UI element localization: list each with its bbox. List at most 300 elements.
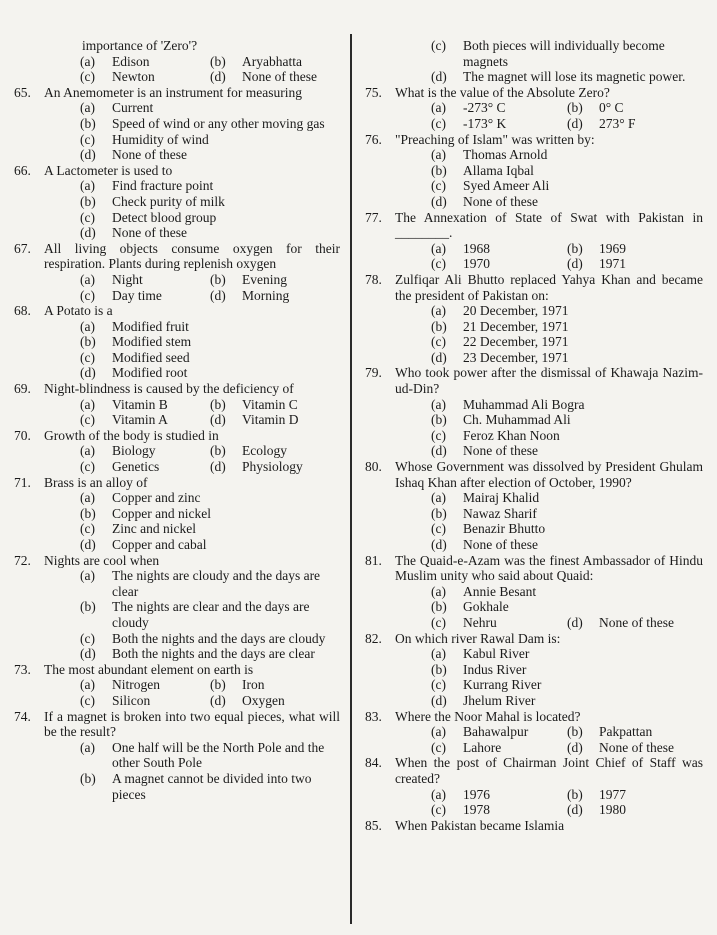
answer-option — [431, 412, 703, 428]
answer-option — [567, 740, 703, 756]
answer-option — [210, 288, 340, 304]
option-label: (d) — [210, 692, 226, 708]
question-item — [365, 85, 703, 132]
answer-option — [567, 615, 703, 631]
option-label: (c) — [80, 630, 95, 646]
option-text: Kabul River — [463, 646, 530, 662]
question-stem — [14, 709, 340, 740]
option-label: (a) — [80, 490, 95, 506]
question-number: 77. — [365, 209, 382, 225]
option-label: (c) — [431, 802, 446, 818]
option-label: (c) — [80, 209, 95, 225]
answer-options — [80, 677, 340, 708]
option-label: (a) — [431, 303, 446, 319]
answer-option — [431, 116, 567, 132]
answer-option — [431, 537, 703, 553]
option-row — [431, 521, 703, 537]
option-label: (c) — [80, 287, 95, 303]
option-row — [80, 599, 340, 630]
answer-option — [567, 100, 703, 116]
option-label: (c) — [431, 427, 446, 443]
option-text: Night — [112, 271, 143, 287]
option-label: (b) — [210, 443, 226, 459]
question-number: 68. — [14, 303, 31, 319]
option-text: Ecology — [242, 443, 287, 459]
option-row — [431, 303, 703, 319]
option-text: Nawaz Sharif — [463, 505, 537, 521]
answer-option — [431, 428, 703, 444]
option-row — [431, 147, 703, 163]
option-label: (b) — [567, 100, 583, 116]
option-label: (d) — [431, 193, 447, 209]
option-label: (b) — [80, 193, 96, 209]
option-label: (b) — [80, 334, 96, 350]
answer-option — [80, 631, 340, 647]
option-label: (a) — [80, 568, 95, 584]
option-text: Aryabhatta — [242, 53, 302, 69]
answer-option — [80, 677, 210, 693]
option-row — [431, 241, 703, 257]
option-text: -273° C — [463, 100, 506, 116]
option-label: (d) — [567, 739, 583, 755]
option-text: 22 December, 1971 — [463, 334, 569, 350]
answer-options — [431, 724, 703, 755]
option-row — [431, 787, 703, 803]
option-row — [80, 319, 340, 335]
option-text: Check purity of milk — [112, 193, 225, 209]
question-item — [365, 553, 703, 631]
question-stem — [14, 662, 340, 678]
option-row — [80, 100, 340, 116]
option-row — [80, 116, 340, 132]
question-stem — [365, 459, 703, 490]
answer-option — [431, 178, 703, 194]
question-text: Brass is an alloy of — [44, 474, 148, 490]
answer-option — [431, 241, 567, 257]
option-text: Newton — [112, 69, 155, 85]
option-row — [431, 802, 703, 818]
answer-option — [80, 599, 340, 630]
option-row — [431, 397, 703, 413]
option-row — [80, 210, 340, 226]
answer-option — [80, 288, 210, 304]
option-label: (a) — [431, 240, 446, 256]
option-row — [80, 443, 340, 459]
option-row — [80, 677, 340, 693]
answer-option — [80, 147, 340, 163]
option-label: (d) — [431, 537, 447, 552]
option-label: (c) — [80, 349, 95, 365]
answer-option — [431, 646, 703, 662]
answer-option — [80, 272, 210, 288]
answer-option — [431, 506, 703, 522]
option-label: (c) — [80, 69, 95, 85]
option-text: Vitamin D — [242, 412, 299, 428]
option-label: (c) — [431, 334, 446, 350]
question-item — [14, 303, 340, 381]
option-label: (b) — [567, 724, 583, 740]
option-row — [431, 100, 703, 116]
option-label: (c) — [80, 521, 95, 537]
option-text: Allama Iqbal — [463, 162, 534, 178]
answer-option — [80, 225, 340, 241]
question-number: 79. — [365, 365, 382, 381]
answer-options — [80, 178, 340, 240]
question-number: 70. — [14, 427, 31, 443]
question-item — [365, 365, 703, 459]
question-stem — [365, 709, 703, 725]
option-text: Pakpattan — [599, 724, 653, 740]
question-stem — [365, 210, 703, 241]
option-row — [431, 163, 703, 179]
option-label: (b) — [567, 786, 583, 802]
option-text: Vitamin B — [112, 396, 168, 412]
answer-option — [80, 54, 210, 70]
option-label: (b) — [431, 661, 447, 677]
option-label: (b) — [210, 396, 226, 412]
option-text: Edison — [112, 53, 150, 69]
option-label: (b) — [80, 115, 96, 131]
question-text: Zulfiqar Ali Bhutto replaced Yahya Khan and became the president of Pakistan on: — [395, 271, 703, 303]
option-text: Syed Ameer Ali — [463, 178, 550, 194]
question-item — [365, 459, 703, 553]
option-text: Bahawalpur — [463, 724, 529, 740]
option-text: Evening — [242, 271, 287, 287]
question-stem — [14, 163, 340, 179]
column-divider — [350, 34, 352, 924]
option-label: (c) — [431, 256, 446, 272]
answer-option — [431, 802, 567, 818]
answer-option — [431, 163, 703, 179]
option-row — [80, 506, 340, 522]
option-text: Genetics — [112, 459, 160, 475]
answer-options — [431, 490, 703, 552]
answer-option — [431, 38, 703, 69]
option-text: 273° F — [599, 115, 636, 131]
option-row — [80, 771, 340, 802]
option-row — [431, 599, 703, 615]
answer-option — [80, 568, 340, 599]
question-item — [14, 709, 340, 803]
option-text: The nights are clear and the days are cloudy — [112, 599, 310, 630]
answer-option — [80, 771, 340, 802]
option-label: (b) — [80, 770, 96, 786]
question-text: The most abundant element on earth is — [44, 661, 254, 677]
question-text: Nights are cool when — [44, 552, 160, 568]
option-text: 20 December, 1971 — [463, 303, 569, 319]
question-text: When Pakistan became Islamia — [395, 817, 565, 833]
question-item — [14, 163, 340, 241]
option-row — [80, 646, 340, 662]
option-text: Modified root — [112, 365, 188, 381]
option-text: Silicon — [112, 692, 151, 708]
option-label: (c) — [431, 38, 446, 53]
question-number: 74. — [14, 708, 31, 724]
option-text: Modified stem — [112, 334, 192, 350]
option-label: (c) — [431, 178, 446, 194]
answer-option — [567, 802, 703, 818]
answer-option — [80, 521, 340, 537]
option-text: Feroz Khan Noon — [463, 427, 560, 443]
answer-option — [80, 365, 340, 381]
answer-option — [80, 116, 340, 132]
answer-option — [431, 147, 703, 163]
answer-options — [80, 54, 340, 85]
answer-option — [431, 319, 703, 335]
option-text: Zinc and nickel — [112, 521, 196, 537]
question-text: A Lactometer is used to — [44, 162, 173, 178]
question-item — [14, 475, 340, 553]
option-label: (c) — [80, 459, 95, 475]
question-stem — [14, 303, 340, 319]
option-text: None of these — [463, 193, 538, 209]
option-row — [431, 693, 703, 709]
answer-options — [431, 646, 703, 708]
question-number — [14, 38, 44, 54]
option-text: 23 December, 1971 — [463, 349, 569, 365]
answer-option — [80, 459, 210, 475]
question-item — [14, 85, 340, 163]
option-row — [431, 319, 703, 335]
question-stem — [365, 272, 703, 303]
option-label: (d) — [431, 69, 447, 85]
question-number: 75. — [365, 84, 382, 100]
option-text: Find fracture point — [112, 178, 214, 194]
option-text: Iron — [242, 677, 265, 693]
answer-option — [80, 412, 210, 428]
answer-options — [80, 397, 340, 428]
question-stem — [365, 818, 703, 834]
option-label: (b) — [431, 599, 447, 615]
option-text: Biology — [112, 443, 156, 459]
answer-options — [431, 303, 703, 365]
option-text: None of these — [599, 739, 674, 755]
answer-option — [431, 397, 703, 413]
option-text: Benazir Bhutto — [463, 521, 546, 537]
answer-option — [431, 100, 567, 116]
option-text: 1971 — [599, 256, 626, 272]
option-label: (a) — [80, 739, 95, 755]
question-item — [365, 132, 703, 210]
option-label: (d) — [210, 459, 226, 475]
option-label: (b) — [431, 318, 447, 334]
option-label: (c) — [431, 521, 446, 537]
answer-option — [210, 397, 340, 413]
question-text: Who took power after the dismissal of Khawaja Nazim-ud-Din? — [395, 365, 703, 397]
option-text: None of these — [112, 147, 187, 163]
left-question-column — [14, 38, 340, 802]
question-item — [365, 210, 703, 272]
answer-option — [431, 677, 703, 693]
answer-option — [80, 210, 340, 226]
question-stem — [365, 85, 703, 101]
option-label: (d) — [431, 443, 447, 459]
answer-options — [431, 147, 703, 209]
question-text: "Preaching of Islam" was written by: — [395, 131, 595, 147]
option-text: Vitamin A — [112, 412, 168, 428]
option-row — [80, 631, 340, 647]
answer-option — [431, 599, 703, 615]
option-text: Vitamin C — [242, 396, 298, 412]
answer-option — [210, 272, 340, 288]
question-text: An Anemometer is an instrument for measuring — [44, 84, 302, 100]
option-text: Modified seed — [112, 349, 190, 365]
option-label: (a) — [80, 178, 95, 194]
answer-option — [431, 334, 703, 350]
option-row — [80, 490, 340, 506]
option-text: Modified fruit — [112, 318, 189, 334]
question-number: 81. — [365, 552, 382, 568]
option-text: Copper and cabal — [112, 537, 207, 552]
question-number: 83. — [365, 708, 382, 724]
option-label: (b) — [431, 505, 447, 521]
option-label: (b) — [567, 240, 583, 256]
answer-option — [431, 584, 703, 600]
answer-option — [431, 350, 703, 366]
question-number: 82. — [365, 630, 382, 646]
option-label: (c) — [431, 614, 446, 630]
answer-option — [431, 256, 567, 272]
option-row — [80, 69, 340, 85]
question-number: 65. — [14, 84, 31, 100]
option-text: Lahore — [463, 739, 502, 755]
answer-option — [431, 443, 703, 459]
option-row — [80, 194, 340, 210]
option-row — [431, 412, 703, 428]
option-row — [80, 178, 340, 194]
answer-option — [210, 693, 340, 709]
answer-option — [431, 194, 703, 210]
option-text: Indus River — [463, 661, 527, 677]
answer-option — [80, 350, 340, 366]
question-number: 80. — [365, 459, 382, 475]
option-label: (d) — [80, 365, 96, 381]
option-row — [80, 350, 340, 366]
option-label: (a) — [431, 147, 446, 163]
answer-option — [567, 116, 703, 132]
answer-options — [80, 272, 340, 303]
answer-option — [80, 537, 340, 553]
option-label: (a) — [80, 396, 95, 412]
question-item — [365, 818, 703, 834]
question-stem — [365, 553, 703, 584]
option-label: (d) — [210, 287, 226, 303]
option-label: (b) — [80, 599, 96, 615]
option-text: Both pieces will individually become magnets — [463, 38, 665, 69]
option-row — [431, 350, 703, 366]
option-label: (a) — [80, 53, 95, 69]
option-row — [80, 288, 340, 304]
option-row — [431, 724, 703, 740]
option-label: (d) — [567, 256, 583, 272]
option-text: Physiology — [242, 459, 303, 475]
answer-options — [80, 443, 340, 474]
answer-option — [431, 69, 703, 85]
option-label: (d) — [210, 412, 226, 428]
option-row — [431, 334, 703, 350]
option-label: (c) — [80, 692, 95, 708]
question-stem — [14, 553, 340, 569]
question-number: 69. — [14, 381, 31, 397]
option-text: One half will be the North Pole and the other South Pole — [112, 739, 325, 771]
answer-option — [80, 490, 340, 506]
answer-option — [431, 740, 567, 756]
option-row — [431, 506, 703, 522]
answer-option — [567, 724, 703, 740]
option-row — [431, 178, 703, 194]
option-text: -173° K — [463, 115, 507, 131]
option-text: Nitrogen — [112, 677, 160, 693]
answer-option — [80, 178, 340, 194]
question-item — [14, 428, 340, 475]
option-row — [431, 428, 703, 444]
option-text: 1970 — [463, 256, 490, 272]
answer-option — [431, 303, 703, 319]
question-text: On which river Rawal Dam is: — [395, 630, 561, 646]
option-text: Day time — [112, 287, 162, 303]
option-text: None of these — [463, 537, 538, 552]
option-label: (c) — [431, 677, 446, 693]
answer-options — [80, 490, 340, 552]
option-label: (a) — [431, 490, 446, 506]
question-number: 76. — [365, 131, 382, 147]
answer-options — [80, 100, 340, 162]
option-label: (a) — [80, 100, 95, 116]
answer-option — [80, 194, 340, 210]
option-text: None of these — [242, 69, 317, 85]
option-row — [80, 397, 340, 413]
question-number: 78. — [365, 271, 382, 287]
question-text: The Quaid-e-Azam was the finest Ambassador of Hindu Muslim unity who said about Quaid: — [395, 552, 703, 584]
answer-options — [80, 740, 340, 802]
question-item — [14, 381, 340, 428]
answer-option — [80, 334, 340, 350]
option-label: (c) — [431, 739, 446, 755]
option-row — [431, 490, 703, 506]
question-item — [365, 631, 703, 709]
option-row — [80, 147, 340, 163]
answer-option — [80, 132, 340, 148]
option-row — [431, 646, 703, 662]
option-text: Detect blood group — [112, 209, 217, 225]
question-item — [365, 755, 703, 817]
question-text: Whose Government was dissolved by President Ghulam Ishaq Khan after election of October, 1990? — [395, 459, 703, 490]
question-item — [14, 553, 340, 662]
option-text: 1980 — [599, 802, 626, 818]
option-text: Copper and zinc — [112, 490, 201, 506]
question-stem — [14, 428, 340, 444]
option-row — [80, 740, 340, 771]
option-text: Current — [112, 100, 154, 116]
option-row — [80, 54, 340, 70]
option-text: Speed of wind or any other moving gas — [112, 115, 325, 131]
option-row — [80, 521, 340, 537]
option-label: (a) — [431, 396, 446, 412]
option-label: (b) — [431, 162, 447, 178]
question-text: All living objects consume oxygen for their respiration. Plants during replenish oxygen — [44, 240, 340, 272]
option-row — [431, 537, 703, 553]
option-row — [431, 615, 703, 631]
option-label: (d) — [567, 115, 583, 131]
answer-option — [431, 662, 703, 678]
question-text: importance of 'Zero'? — [82, 38, 198, 53]
answer-option — [210, 54, 340, 70]
option-row — [431, 662, 703, 678]
answer-option — [431, 615, 567, 631]
answer-option — [80, 693, 210, 709]
option-text: 0° C — [599, 100, 624, 116]
option-text: Oxygen — [242, 692, 285, 708]
